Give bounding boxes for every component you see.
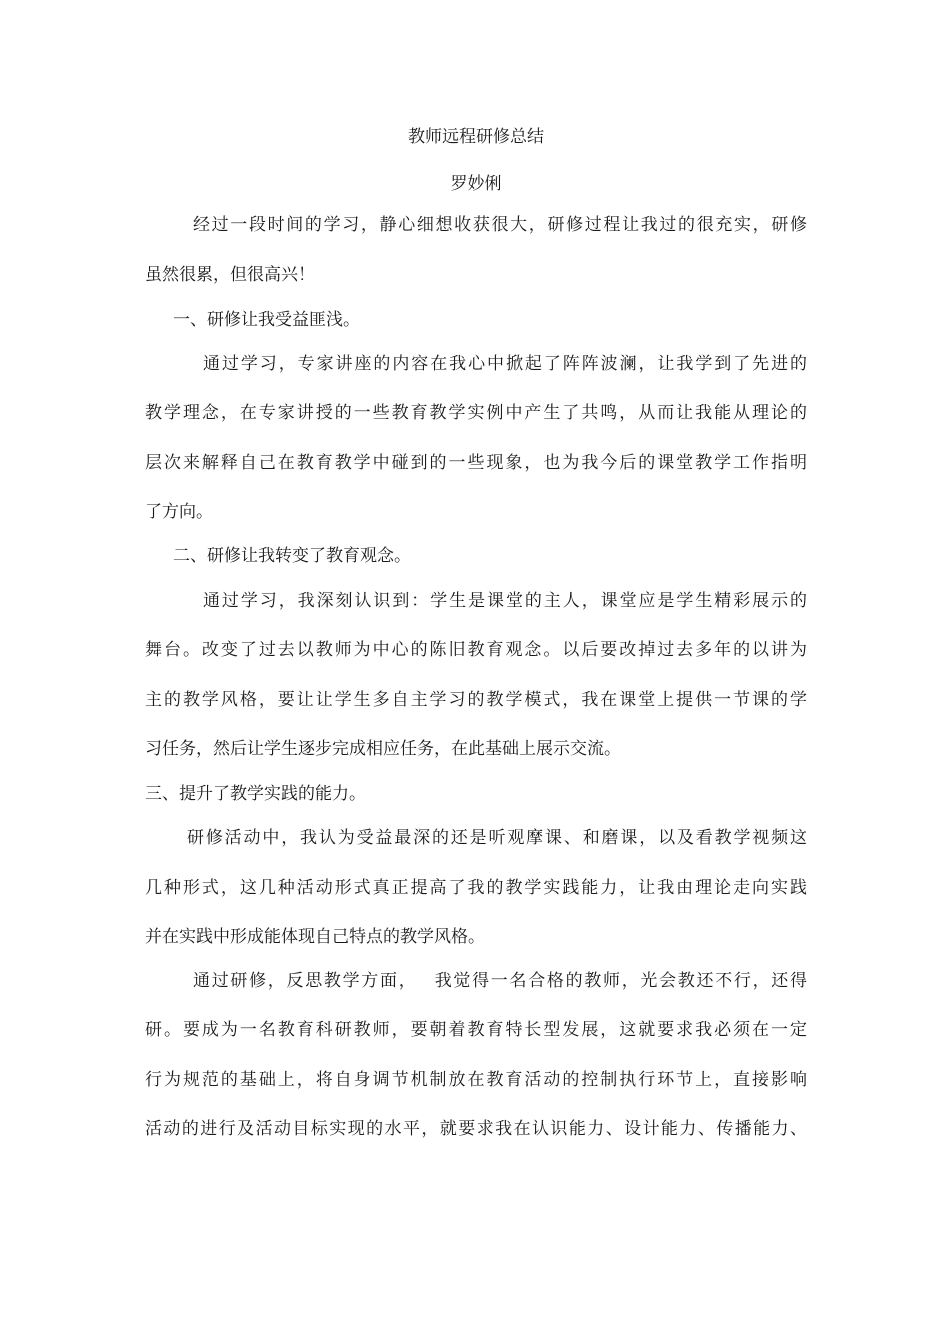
- paragraph-line: 教学理念，在专家讲授的一些教育教学实例中产生了共鸣，从而让我能从理论的: [145, 403, 807, 423]
- document-title: 教师远程研修总结: [408, 127, 544, 147]
- paragraph-line: 并在实践中形成能体现自己特点的教学风格。: [145, 927, 485, 947]
- paragraph-line: 通过研修，反思教学方面， 我觉得一名合格的教师，光会教还不行，还得: [193, 971, 807, 991]
- section-heading-3: 三、提升了教学实践的能力。: [145, 784, 366, 804]
- section-heading-1: 一、研修让我受益匪浅。: [173, 310, 360, 330]
- paragraph-line: 经过一段时间的学习，静心细想收获很大，研修过程让我过的很充实，研修: [193, 215, 807, 235]
- paragraph-line: 虽然很累，但很高兴！: [145, 265, 315, 285]
- paragraph-line: 行为规范的基础上，将自身调节机制放在教育活动的控制执行环节上，直接影响: [145, 1070, 807, 1090]
- paragraph-line: 研。要成为一名教育科研教师，要朝着教育特长型发展，这就要求我必须在一定: [145, 1020, 807, 1040]
- paragraph-line: 通过学习，我深刻认识到：学生是课堂的主人，课堂应是学生精彩展示的: [203, 591, 807, 611]
- paragraph-line: 主的教学风格，要让让学生多自主学习的教学模式，我在课堂上提供一节课的学: [145, 690, 807, 710]
- paragraph-line: 活动的进行及活动目标实现的水平，就要求我在认识能力、设计能力、传播能力、: [145, 1119, 807, 1139]
- paragraph-line: 层次来解释自己在教育教学中碰到的一些现象，也为我今后的课堂教学工作指明: [145, 453, 807, 473]
- paragraph-line: 研修活动中，我认为受益最深的还是听观摩课、和磨课，以及看教学视频这: [187, 828, 807, 848]
- paragraph-line: 了方向。: [145, 502, 213, 522]
- paragraph-line: 几种形式，这几种活动形式真正提高了我的教学实践能力，让我由理论走向实践: [145, 878, 807, 898]
- paragraph-line: 舞台。改变了过去以教师为中心的陈旧教育观念。以后要改掉过去多年的以讲为: [145, 640, 807, 660]
- paragraph-line: 通过学习，专家讲座的内容在我心中掀起了阵阵波澜，让我学到了先进的: [203, 354, 807, 374]
- document-author: 罗妙俐: [450, 174, 502, 194]
- paragraph-line: 习任务，然后让学生逐步完成相应任务，在此基础上展示交流。: [145, 739, 621, 759]
- section-heading-2: 二、研修让我转变了教育观念。: [173, 546, 411, 566]
